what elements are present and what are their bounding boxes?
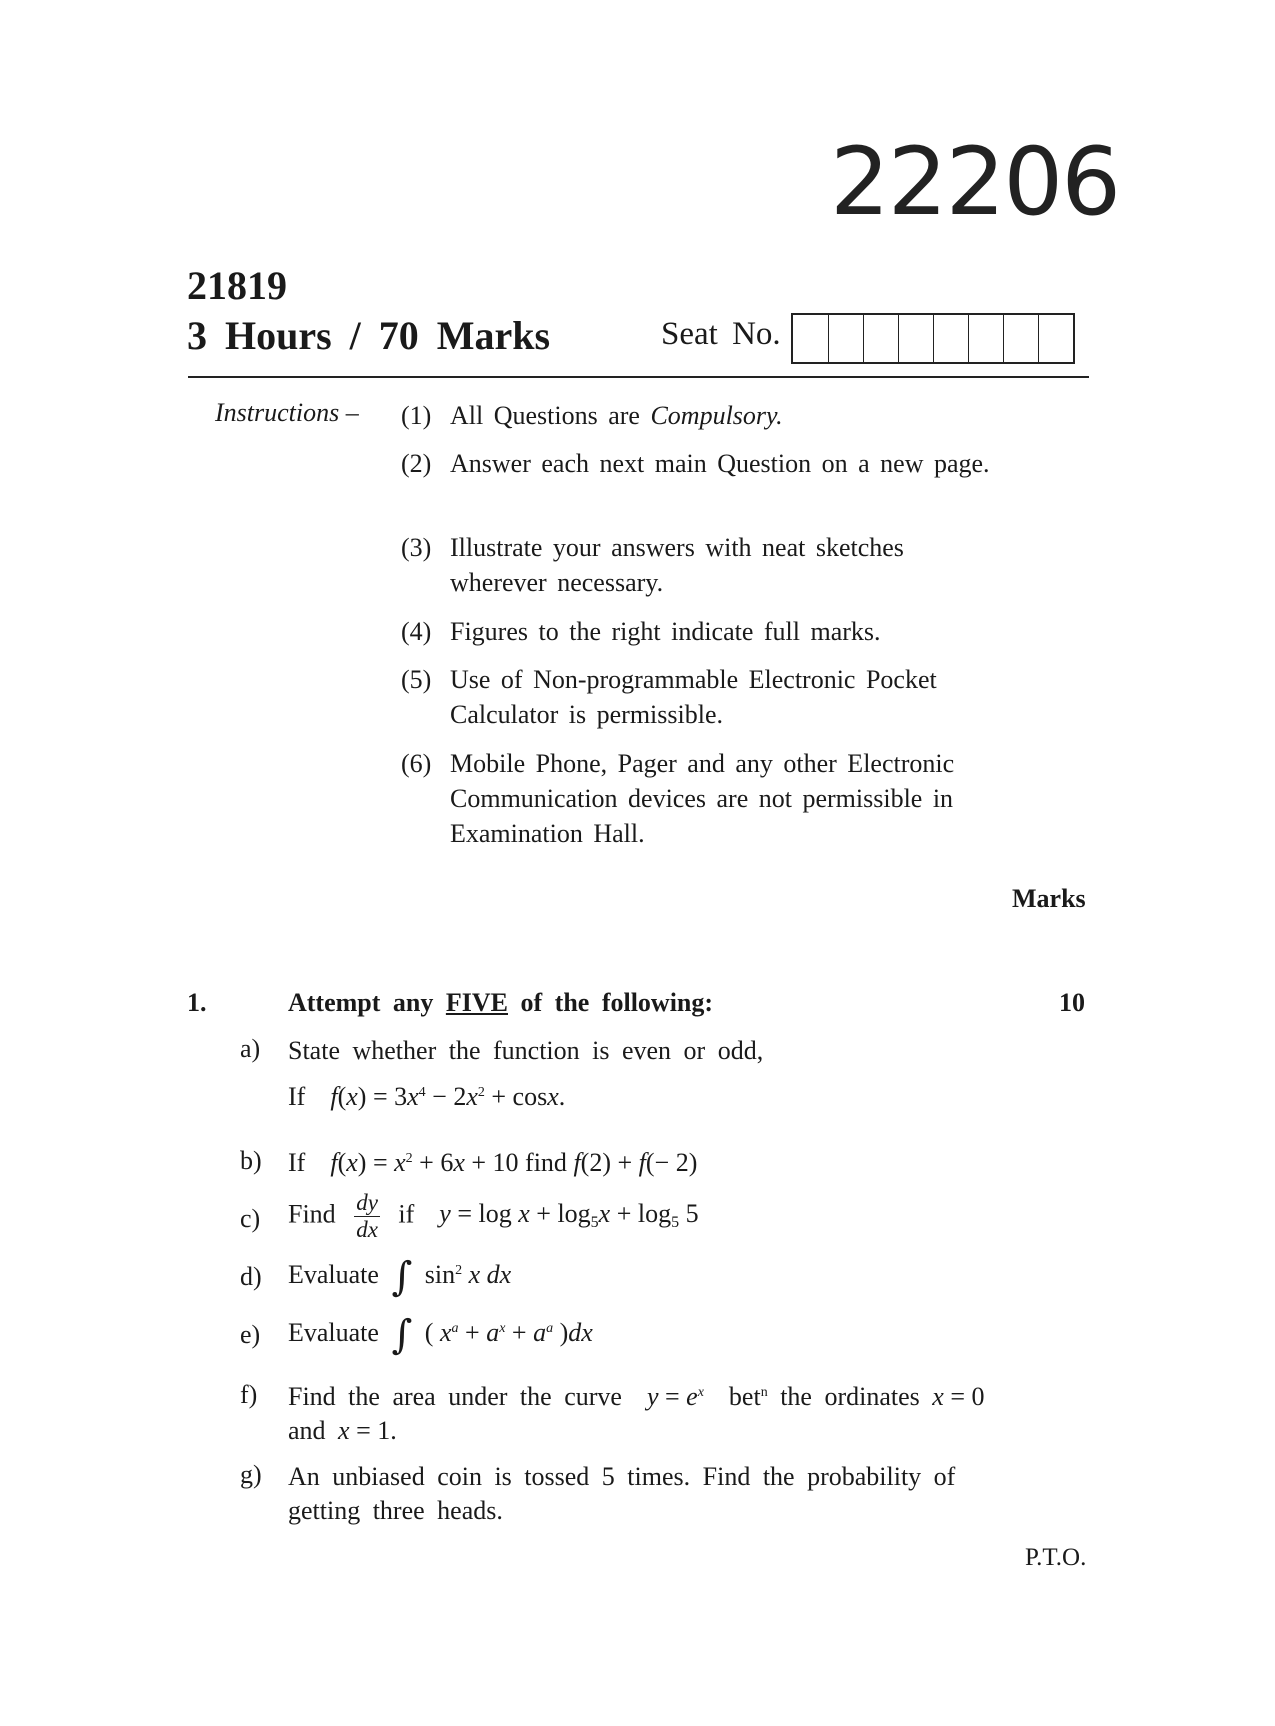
part-f-phrase: the ordinates: [780, 1382, 920, 1411]
question-title-emphasis: FIVE: [445, 988, 508, 1017]
part-a-text: [288, 1034, 763, 1114]
seat-box: [793, 315, 828, 362]
seat-box: [968, 315, 1003, 362]
part-f-phrase: and: [288, 1416, 326, 1445]
instruction-item: [401, 614, 1006, 649]
instruction-item: [401, 398, 1006, 433]
instruction-item: [401, 746, 1006, 851]
part-b-text: If $f(x) = x^2 + 6x + 10$ find f(2) + f(− 2): [288, 1148, 698, 1177]
instruction-number: (6): [401, 749, 432, 778]
if-word: If: [288, 1082, 306, 1111]
part-label: d): [240, 1262, 262, 1291]
instruction-text: Illustrate your answers with neat sketches wherever necessary.: [450, 533, 904, 597]
derivative-fraction: $\frac{dy}{dx}$: [356, 1190, 378, 1242]
question-title: [288, 988, 713, 1018]
header-divider: [188, 376, 1089, 378]
evaluate-word: Evaluate: [288, 1318, 379, 1347]
subject-code: 21819: [187, 263, 287, 308]
part-label: c): [240, 1204, 261, 1233]
seat-number-label: Seat No.: [661, 316, 781, 352]
part-f-text: Find the area under the curve $y = e^x$ bet$^n$ the ordinates x = 0 and x = 1.: [288, 1382, 985, 1445]
evaluate-word: Evaluate: [288, 1260, 379, 1289]
instruction-text: Figures to the right indicate full marks.: [450, 617, 881, 646]
part-label: g): [240, 1460, 262, 1489]
if-word: If: [288, 1148, 306, 1177]
part-a-formula: If $f(x) = 3x^4 - 2x^2 + \cos x$.: [288, 1082, 566, 1111]
integral-sign: ∫: [391, 1312, 413, 1359]
instruction-item: [401, 530, 1006, 600]
instruction-text: Use of Non-programmable Electronic Pocket Calculator is permissible.: [450, 665, 937, 729]
find-word: Find: [288, 1199, 336, 1229]
question-title-text: of the following:: [508, 988, 714, 1017]
seat-box: [898, 315, 933, 362]
instruction-number: (3): [401, 533, 432, 562]
question-number: 1.: [187, 988, 207, 1017]
find-word: find: [525, 1148, 567, 1177]
part-label: f): [240, 1380, 258, 1409]
question-title-text: Attempt any: [288, 988, 446, 1017]
part-g-text: An unbiased coin is tossed 5 times. Find the probability of getting three heads.: [288, 1462, 956, 1525]
instruction-item: [401, 662, 1006, 732]
part-f-phrase: bet: [728, 1382, 761, 1411]
seat-box: [1003, 315, 1038, 362]
seat-box: [933, 315, 968, 362]
instruction-number: (4): [401, 617, 432, 646]
part-d-text: Evaluate ∫ $\sin^2 x$ dx: [288, 1254, 512, 1301]
paper-code-large: 22206: [830, 128, 1120, 237]
instruction-emphasis: Compulsory.: [650, 401, 783, 430]
instruction-number: (5): [401, 665, 432, 694]
instruction-number: (1): [401, 401, 432, 430]
part-c-text: Find $\frac{dy}{dx}$ if $y = \log x + \log_5x + \log_5 5$: [288, 1190, 699, 1242]
integral-sign: ∫: [391, 1254, 413, 1301]
seat-box: [828, 315, 863, 362]
instruction-item: [401, 446, 1006, 481]
instruction-text: Answer each next main Question on a new page.: [450, 449, 990, 478]
seat-box: [863, 315, 898, 362]
part-label: b): [240, 1146, 262, 1175]
part-label: a): [240, 1034, 261, 1063]
question-marks: 10: [1059, 988, 1085, 1017]
page-turn-over: P.T.O.: [1025, 1544, 1087, 1571]
part-a-line1: State whether the function is even or odd,: [288, 1036, 764, 1065]
if-word: if: [398, 1199, 415, 1229]
duration-marks: 3 Hours / 70 Marks: [187, 313, 551, 358]
instruction-number: (2): [401, 449, 432, 478]
part-label: e): [240, 1320, 261, 1349]
seat-box: [1038, 315, 1073, 362]
seat-number-boxes: [791, 313, 1075, 364]
instructions-label: Instructions –: [215, 398, 359, 427]
instruction-text: All Questions are: [450, 401, 651, 430]
marks-heading: Marks: [1012, 884, 1086, 913]
part-e-text: Evaluate ∫ ( $x^a + a^x + a^a$ )dx: [288, 1312, 593, 1359]
instruction-text: Mobile Phone, Pager and any other Electronic Communication devices are not permissible in Examination Hall.: [450, 749, 955, 848]
part-f-phrase: Find the area under the curve: [288, 1382, 622, 1411]
